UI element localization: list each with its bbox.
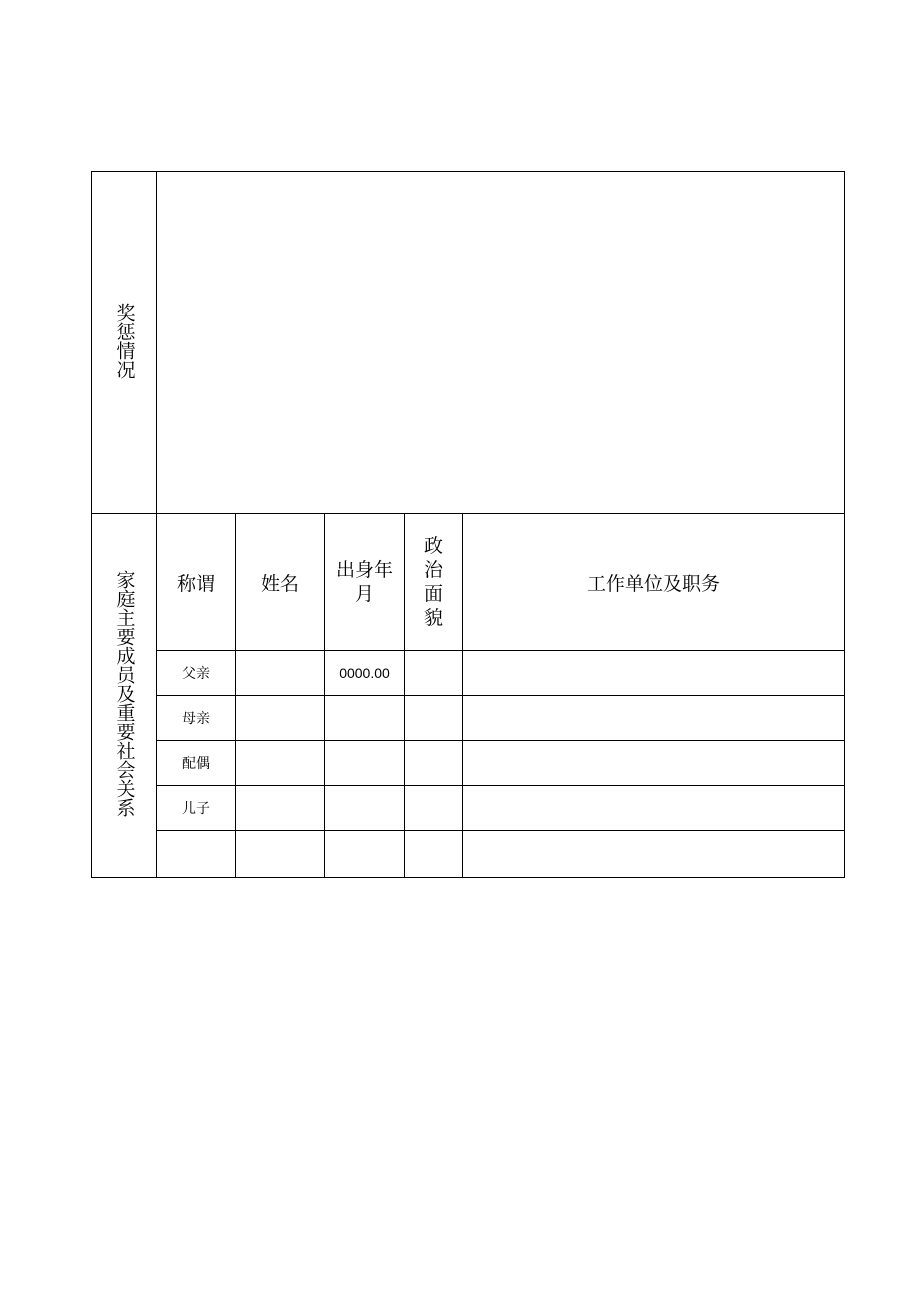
name-cell[interactable]: [236, 696, 325, 741]
birth-cell[interactable]: [325, 831, 405, 878]
family-label-cell: [92, 514, 157, 878]
name-cell[interactable]: [236, 651, 325, 696]
work-cell[interactable]: [463, 786, 845, 831]
header-political: [405, 514, 463, 651]
birth-cell[interactable]: 0000.00: [325, 651, 405, 696]
family-info-form: [91, 171, 845, 878]
family-header-row: [92, 514, 845, 651]
rewards-label-cell: [92, 172, 157, 514]
relation-cell[interactable]: [157, 831, 236, 878]
birth-cell[interactable]: [325, 696, 405, 741]
relation-cell[interactable]: 父亲: [157, 651, 236, 696]
relation-cell[interactable]: 母亲: [157, 696, 236, 741]
header-work: 工作单位及职务: [463, 514, 845, 651]
table-row: [92, 696, 845, 741]
table-row: [92, 831, 845, 878]
political-cell[interactable]: [405, 696, 463, 741]
table-row: [92, 651, 845, 696]
relation-cell[interactable]: 配偶: [157, 741, 236, 786]
header-political-text: 政治面貌: [423, 535, 443, 629]
family-label: 家庭主要成员及重要社会关系: [113, 570, 136, 817]
work-cell[interactable]: [463, 831, 845, 878]
name-cell[interactable]: [236, 741, 325, 786]
table-row: [92, 786, 845, 831]
birth-cell[interactable]: [325, 741, 405, 786]
work-cell[interactable]: [463, 741, 845, 786]
name-cell[interactable]: [236, 831, 325, 878]
political-cell[interactable]: [405, 651, 463, 696]
rewards-content-cell[interactable]: [157, 172, 845, 514]
relation-cell[interactable]: 儿子: [157, 786, 236, 831]
rewards-row: [92, 172, 845, 514]
rewards-label: 奖惩情况: [113, 302, 136, 379]
header-relation: 称谓: [157, 514, 236, 651]
header-birth: [325, 514, 405, 651]
work-cell[interactable]: [463, 651, 845, 696]
table-row: [92, 741, 845, 786]
work-cell[interactable]: [463, 696, 845, 741]
birth-cell[interactable]: [325, 786, 405, 831]
political-cell[interactable]: [405, 831, 463, 878]
name-cell[interactable]: [236, 786, 325, 831]
political-cell[interactable]: [405, 741, 463, 786]
political-cell[interactable]: [405, 786, 463, 831]
header-name: 姓名: [236, 514, 325, 651]
header-birth-text: 出身年月: [335, 559, 393, 605]
